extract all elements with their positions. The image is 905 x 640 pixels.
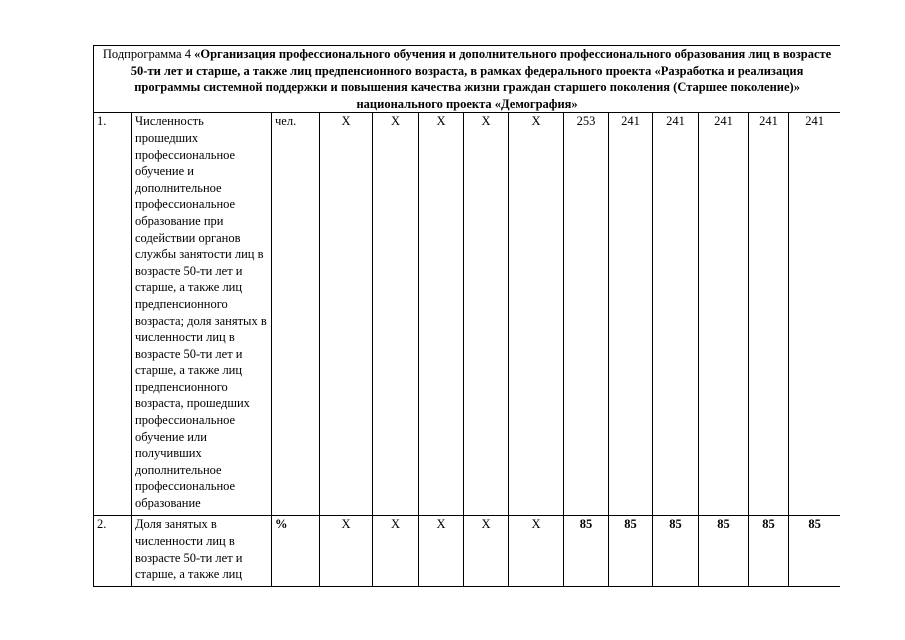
value-cell: 85 [789, 516, 841, 587]
value-cell: Х [419, 516, 464, 587]
value-cell: Х [509, 516, 564, 587]
indicator-description: Доля занятых в численности лиц в возрасте 50-ти лет и старше, а также лиц [132, 516, 272, 587]
unit-cell: % [272, 516, 320, 587]
subprogram-prefix: Подпрограмма 4 [102, 47, 195, 61]
indicator-description: Численность прошедших профессиональное обучение и дополнительное профессиональное образование при содействии органов службы занятости лиц в возрасте 50-ти лет и старше, а также лиц предпенсионного возраста; доля занятых в численности лиц в возрасте 50-ти лет и старше, а также лиц предпенсионного возраста, прошедших профессиональное обучение или получивших дополнительное профессиональное образование [132, 113, 272, 516]
subprogram-header-row [94, 46, 841, 113]
value-cell: 241 [789, 113, 841, 516]
value-cell: 241 [609, 113, 653, 516]
value-cell: 253 [564, 113, 609, 516]
value-cell: 85 [653, 516, 699, 587]
value-cell: Х [509, 113, 564, 516]
table-row [94, 516, 841, 587]
value-cell: Х [320, 516, 373, 587]
table-row [94, 113, 841, 516]
row-number: 1. [94, 113, 132, 516]
value-cell: 85 [564, 516, 609, 587]
row-number: 2. [94, 516, 132, 587]
value-cell: Х [373, 113, 419, 516]
value-cell: 85 [699, 516, 749, 587]
value-cell: 241 [653, 113, 699, 516]
value-cell: 241 [699, 113, 749, 516]
value-cell: Х [419, 113, 464, 516]
value-cell: Х [464, 113, 509, 516]
indicators-table [93, 45, 840, 587]
value-cell: Х [373, 516, 419, 587]
value-cell: 85 [609, 516, 653, 587]
document-page [93, 45, 840, 605]
value-cell: Х [320, 113, 373, 516]
value-cell: Х [464, 516, 509, 587]
subprogram-title: «Организация профессионального обучения и дополнительного профессионального образования лиц в возрасте 50-ти лет и старше, а также лиц предпенсионного возраста, в рамках федерального проекта «Разработка и реализация программы системной поддержки и повышения качества жизни граждан старшего поколения (Старшее поколение)» национального проекта «Демография» [130, 47, 832, 111]
value-cell: 241 [749, 113, 789, 516]
unit-cell: чел. [272, 113, 320, 516]
value-cell: 85 [749, 516, 789, 587]
subprogram-header [94, 46, 841, 113]
